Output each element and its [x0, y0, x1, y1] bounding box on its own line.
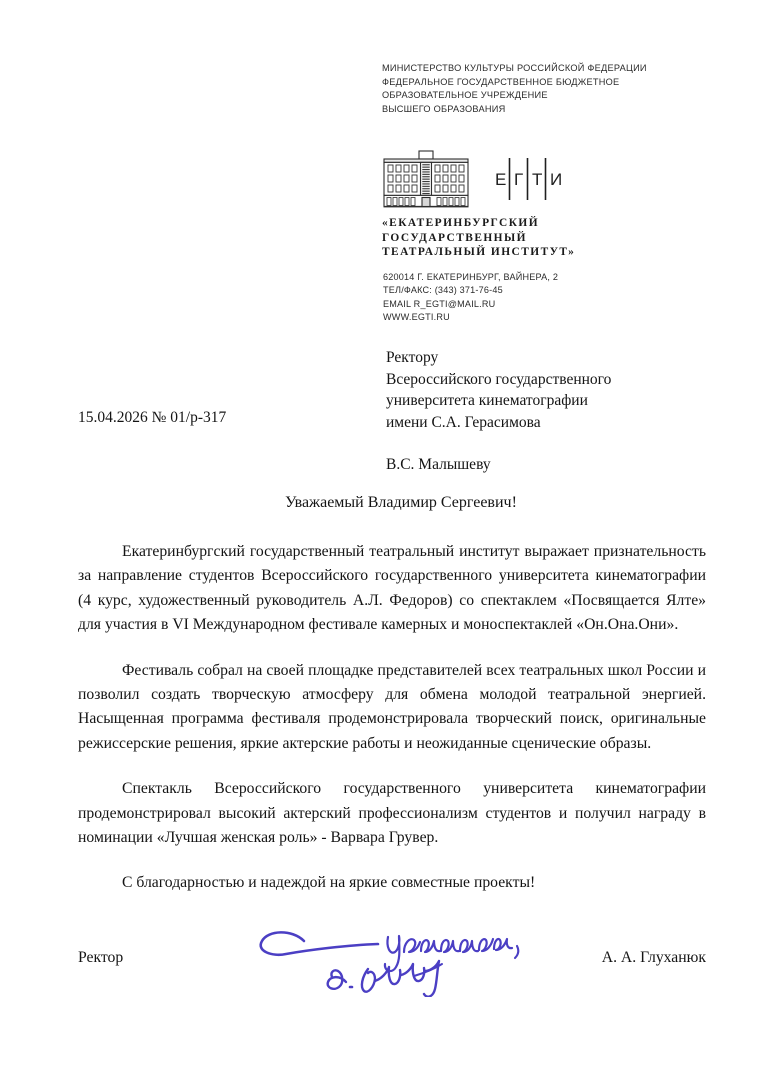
svg-text:Т: Т	[532, 170, 543, 189]
body-paragraph-2: Фестиваль собрал на своей площадке представителей всех театральных школ России и позволил создать творческую атмосферу для обмена молодой театральной энергией. Насыщенная программа фестиваля продемонстрировала творческий поиск, оригинальные режиссерские решения, яркие актерские работы и неожиданные сценические образы.	[78, 661, 706, 752]
document-date-and-number: 15.04.2026 № 01/р-317	[78, 409, 227, 426]
ministry-line-4: ВЫСШЕГО ОБРАЗОВАНИЯ	[382, 103, 506, 114]
contact-details	[383, 271, 723, 325]
signature-row	[78, 947, 706, 987]
egti-monogram-icon	[494, 153, 566, 210]
logo-row	[382, 150, 566, 213]
addressee-person: В.С. Малышеву	[386, 456, 491, 473]
institute-name-line-3: ТЕАТРАЛЬНЫЙ ИНСТИТУТ»	[382, 246, 576, 259]
contact-website: WWW.EGTI.RU	[383, 312, 450, 323]
contact-phone-fax: ТЕЛ/ФАКС: (343) 371-76-45	[383, 285, 503, 296]
contact-email: EMAIL R_EGTI@MAIL.RU	[383, 298, 496, 309]
ministry-line-1: МИНИСТЕРСТВО КУЛЬТУРЫ РОССИЙСКОЙ ФЕДЕРАЦИИ	[382, 63, 647, 73]
addressee-line-2: Всероссийского государственного	[386, 370, 612, 388]
institute-name-line-1: «ЕКАТЕРИНБУРГСКИЙ	[382, 217, 540, 229]
addressee-block	[386, 347, 706, 476]
body-paragraph-3: Спектакль Всероссийского государственного университета кинематографии продемонстрировал высокий актерский профессионализм студентов и получил награду в номинации «Лучшая женская роль» - Варвара Грувер.	[78, 780, 706, 847]
addressee-line-1: Ректору	[386, 349, 439, 366]
institute-name	[382, 216, 712, 260]
svg-text:Г: Г	[514, 170, 524, 189]
salutation: Уважаемый Владимир Сергеевич!	[285, 494, 517, 511]
closing-line: С благодарностью и надеждой на яркие совместные проекты!	[122, 874, 536, 892]
letterhead-block	[382, 62, 712, 116]
ministry-line-2: ФЕДЕРАЛЬНОЕ ГОСУДАРСТВЕННОЕ БЮДЖЕТНОЕ	[382, 76, 620, 87]
institute-name-line-2: ГОСУДАРСТВЕННЫЙ	[382, 231, 527, 244]
svg-text:И: И	[550, 170, 563, 189]
signer-name: А. А. Глуханюк	[601, 949, 706, 966]
addressee-line-3: университета кинематографии	[386, 392, 588, 409]
handwritten-signature-icon	[238, 919, 558, 997]
ministry-heading	[382, 62, 712, 116]
ministry-line-3: ОБРАЗОВАТЕЛЬНОЕ УЧРЕЖДЕНИЕ	[382, 90, 548, 101]
institute-building-icon	[382, 150, 470, 213]
body-paragraph-1: Екатеринбургский государственный театральный институт выражает признательность за направление студентов Всероссийского государственного университета кинематографии (4 курс, художественный руководитель А.Л. Федоров) со спектаклем «Посвящается Ялте» для участия в VI Международном фестивале камерных и моноспектаклей «Он.Она.Они».	[78, 543, 706, 634]
contact-address: 620014 Г. ЕКАТЕРИНБУРГ, ВАЙНЕРА, 2	[383, 272, 559, 282]
addressee-line-4: имени С.А. Герасимова	[386, 413, 541, 431]
signer-title: Ректор	[78, 949, 124, 966]
svg-text:Е: Е	[495, 170, 507, 189]
letter-body	[78, 492, 706, 896]
